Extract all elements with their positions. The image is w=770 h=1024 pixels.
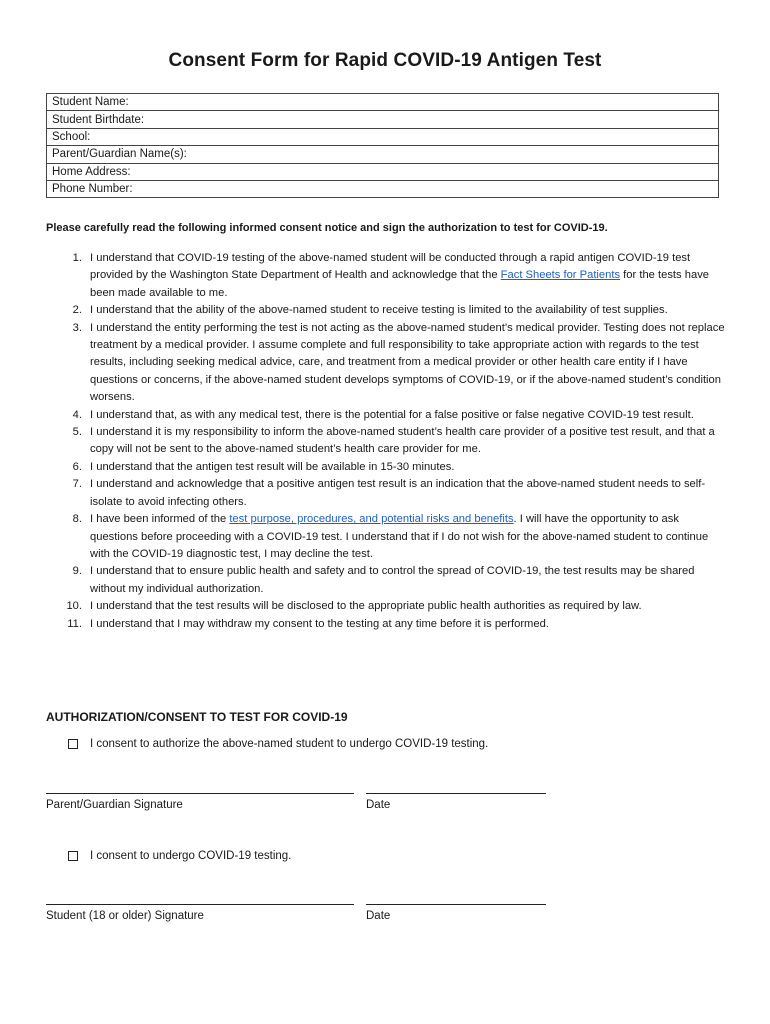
instruction-text: Please carefully read the following informed consent notice and sign the authorization to test for COVID-19. <box>46 222 608 234</box>
item-text: I understand that to ensure public health and safety and to control the spread of COVID-19, the test results may be shared without my individual authorization. <box>90 565 695 595</box>
fact-sheets-link[interactable]: Fact Sheets for Patients <box>500 269 621 282</box>
home-address-field[interactable]: Home Address: <box>47 163 719 180</box>
parent-date-line[interactable] <box>366 793 546 794</box>
list-item <box>46 563 726 598</box>
authorization-heading: AUTHORIZATION/CONSENT TO TEST FOR COVID-19 <box>46 710 348 724</box>
item-text: I understand that the ability of the above-named student to receive testing is limited to the availability of test supplies. <box>90 304 668 317</box>
item-number: 7. <box>72 478 82 491</box>
list-item <box>46 320 726 407</box>
test-purpose-link[interactable]: test purpose, procedures, and potential risks and benefits <box>229 513 514 526</box>
list-item <box>46 407 726 424</box>
list-item <box>46 459 726 476</box>
student-birthdate-field[interactable]: Student Birthdate: <box>47 111 719 128</box>
student-signature-line[interactable] <box>46 904 354 905</box>
item-number: 1. <box>72 252 82 264</box>
item-number: 8. <box>72 513 82 526</box>
item-number: 10. <box>66 600 82 613</box>
item-text: I understand that, as with any medical test, there is the potential for a false positive or false negative COVID-19 test result. <box>90 408 694 421</box>
item-text: I have been informed of the <box>90 513 230 526</box>
parent-signature-label: Parent/Guardian Signature <box>46 799 183 811</box>
parent-consent-label: I consent to authorize the above-named student to undergo COVID-19 testing. <box>90 738 489 750</box>
parent-date-label: Date <box>366 799 391 811</box>
student-signature-label: Student (18 or older) Signature <box>46 910 204 922</box>
item-text: I understand that I may withdraw my consent to the testing at any time before it is performed. <box>90 617 549 630</box>
student-date-line[interactable] <box>366 904 546 905</box>
item-text: I understand that the antigen test result will be available in 15-30 minutes. <box>90 460 455 473</box>
student-name-field[interactable]: Student Name: <box>47 94 719 111</box>
item-number: 3. <box>72 321 82 334</box>
item-text: I understand that the test results will be disclosed to the appropriate public health authorities as required by law. <box>90 600 642 613</box>
item-text: . I will have the opportunity to ask questions before proceeding with a COVID-19 test. I understand that if I do not wish for the above-named student to continue with the COVID-19 diagnostic test, I may decline the test. <box>90 513 709 560</box>
list-item <box>46 511 726 563</box>
item-number: 6. <box>72 460 82 473</box>
item-text: I understand the entity performing the test is not acting as the above-named student’s medical provider. Testing does not replace treatment by a medical provider. I assume complete and full responsibility to take appropriate action with regards to the test results, including seeking medical advice, care, and treatment from a medical provider or other health care entity if I have questions or concerns, if the above-named student develops symptoms of COVID-19, or if the above-named student’s condition worsens. <box>90 321 725 404</box>
list-item <box>46 302 726 319</box>
school-field[interactable]: School: <box>47 128 719 145</box>
student-consent-row <box>68 850 291 862</box>
item-number: 2. <box>72 304 82 317</box>
item-number: 11. <box>67 617 82 630</box>
list-item <box>46 250 726 302</box>
item-number: 9. <box>72 565 82 578</box>
parent-consent-row <box>68 738 488 750</box>
student-info-table <box>46 93 719 198</box>
parent-signature-line[interactable] <box>46 793 354 794</box>
phone-number-field[interactable]: Phone Number: <box>47 180 719 197</box>
list-item <box>46 616 726 633</box>
parent-consent-checkbox[interactable] <box>68 739 78 749</box>
student-consent-checkbox[interactable] <box>68 851 78 861</box>
guardian-name-field[interactable]: Parent/Guardian Name(s): <box>47 146 719 163</box>
item-text: I understand and acknowledge that a positive antigen test result is an indication that the above-named student needs to self-isolate to avoid infecting others. <box>90 478 706 508</box>
list-item <box>46 476 726 511</box>
page-title: Consent Form for Rapid COVID-19 Antigen Test <box>168 50 602 71</box>
list-item <box>46 424 726 459</box>
item-text: I understand it is my responsibility to inform the above-named student’s health care provider of a positive test result, and that a copy will not be sent to the above-named student’s health care provider for me. <box>90 426 715 456</box>
student-date-label: Date <box>366 910 391 922</box>
item-text: for the tests have been made available to me. <box>90 269 710 299</box>
item-number: 4. <box>72 408 82 421</box>
list-item <box>46 598 726 615</box>
consent-items-list <box>46 250 726 633</box>
item-text: I understand that COVID-19 testing of the above-named student will be conducted through a rapid antigen COVID-19 test provided by the Washington State Department of Health and acknowledge that the <box>90 252 691 282</box>
item-number: 5. <box>72 426 82 439</box>
student-consent-label: I consent to undergo COVID-19 testing. <box>90 850 292 862</box>
